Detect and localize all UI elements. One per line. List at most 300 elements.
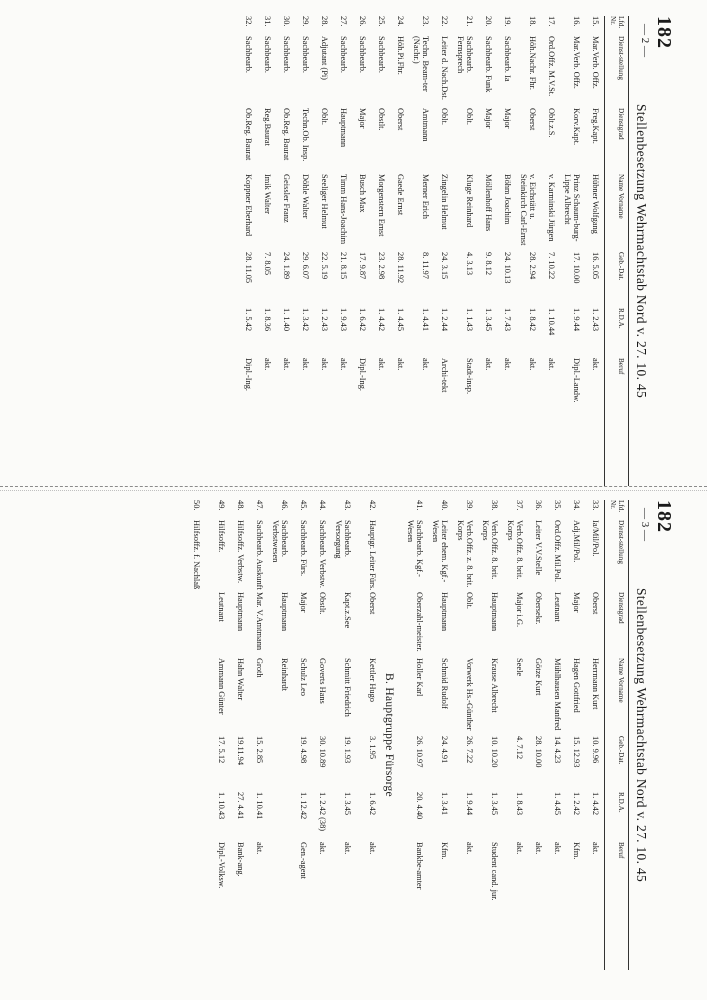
- page-title: Stellenbesetzung Wehrmachtstab Nord v. 27. 10. 45: [634, 587, 649, 883]
- table-row: [330, 16, 349, 486]
- cell-stelle: Sachbearb.: [377, 36, 386, 73]
- cell-rda: 1. 8.36: [263, 308, 272, 332]
- cell-stelle: Sachbearb. Ia: [503, 36, 512, 82]
- document-page-3: [85, 500, 675, 970]
- cell-rda: 1. 2.42: [572, 792, 581, 816]
- cell-stelle: Verb.Offz. 8. brit. Korps: [506, 520, 524, 580]
- cell-grad: Major: [299, 592, 308, 613]
- cell-name: Herrmann Kurt: [591, 658, 600, 710]
- cell-rda: 1. 3.45: [490, 792, 499, 816]
- cell-name: Seeliger Helmut: [320, 174, 329, 229]
- header-rda: R.D.A.: [617, 308, 625, 329]
- cell-nr: 42.: [368, 500, 377, 511]
- cell-rda: 1. 3.42: [301, 308, 310, 332]
- cell-beruf: akt.: [343, 842, 352, 855]
- cell-geb: 26. 7.22: [465, 736, 474, 764]
- cell-name: Prinz Schaum-burg-Lippe Albrecht: [563, 174, 581, 242]
- cell-beruf: akt.: [503, 358, 512, 371]
- cell-geb: 29. 6.07: [301, 252, 310, 280]
- cell-stelle: Techn. Beam-ter (Nachr.): [412, 36, 430, 92]
- cell-nr: 19.: [503, 16, 512, 27]
- cell-geb: 28. 10.00: [534, 736, 543, 768]
- cell-geb: 28. 11.92: [396, 252, 405, 284]
- cell-rda: 1. 10.43: [217, 792, 226, 820]
- cell-grad: Major: [358, 108, 367, 129]
- cell-stelle: Mar.Verb. Offz.: [572, 36, 581, 89]
- cell-nr: 17.: [547, 16, 556, 27]
- table-row: [513, 16, 538, 486]
- cell-nr: 36.: [534, 500, 543, 511]
- cell-beruf: akt.: [396, 358, 405, 371]
- cell-nr: 25.: [377, 16, 386, 27]
- cell-stelle: Höh.Nachr. Fhr.: [528, 36, 537, 90]
- table-row: [544, 500, 563, 970]
- cell-geb: 23. 2.98: [377, 252, 386, 280]
- cell-grad: Major: [572, 592, 581, 613]
- cell-geb: 10. 9.96: [591, 736, 600, 764]
- table-row: [311, 16, 330, 486]
- cell-name: Vorwerk Hs.-Günther: [465, 658, 474, 731]
- cell-rda: 1. 7.43: [503, 308, 512, 332]
- header-rule-bottom: [604, 16, 605, 486]
- cell-name: Koppner Eberhard: [244, 174, 253, 237]
- cell-grad: Ob.Reg. Baurat: [282, 108, 291, 161]
- cell-nr: 49.: [217, 500, 226, 511]
- cell-name: Busch Max: [358, 174, 367, 213]
- cell-rda: 1. 3.45: [484, 308, 493, 332]
- cell-beruf: Archi-tekt: [440, 358, 449, 393]
- table-row: [254, 16, 273, 486]
- cell-grad: Oblt.: [320, 108, 329, 125]
- cell-geb: 19. 1.93: [343, 736, 352, 764]
- cell-beruf: Kfm.: [572, 842, 581, 860]
- cell-geb: 10. 10.20: [490, 736, 499, 768]
- cell-geb: 30. 10.89: [318, 736, 327, 768]
- table-row: [475, 500, 500, 970]
- table-row: [557, 16, 582, 486]
- cell-grad: Oblt.: [465, 592, 474, 609]
- cell-name: Kluge Reinhard: [465, 174, 474, 228]
- cell-rda: 1. 8.42: [528, 308, 537, 332]
- page-title: Stellenbesetzung Wehrmachtstab Nord v. 27. 10. 45: [634, 103, 649, 399]
- cell-rda: 1. 10.44: [547, 308, 556, 336]
- header-stelle: Dienst-stellung: [617, 520, 625, 564]
- cell-rda: 1. 9.44: [465, 792, 474, 816]
- cell-name: Möllenhoff Hans: [484, 174, 493, 232]
- cell-grad: Korv.Kapt.: [572, 108, 581, 146]
- cell-stelle: Sachbearb.: [301, 36, 310, 73]
- cell-grad: Oberst: [368, 592, 377, 615]
- cell-name: Hahn Walter: [236, 658, 245, 701]
- cell-rda: 1. 3.45: [343, 792, 352, 816]
- cell-nr: 43.: [343, 500, 352, 511]
- cell-rda: 1. 1.40: [282, 308, 291, 332]
- table-row: [425, 500, 450, 970]
- cell-beruf: akt.: [421, 358, 430, 371]
- cell-stelle: Sachbearb.: [244, 36, 253, 73]
- cell-geb: 8. 11.97: [421, 252, 430, 279]
- cell-nr: 41.: [415, 500, 424, 511]
- cell-beruf: Kfm.: [440, 842, 449, 860]
- cell-geb: 16. 5.05: [591, 252, 600, 280]
- cell-stelle: Sachbearb.: [358, 36, 367, 73]
- cell-nr: 20.: [484, 16, 493, 27]
- cell-geb: 4. 7.12: [515, 736, 524, 760]
- cell-geb: 4. 3.13: [465, 252, 474, 276]
- cell-geb: 19. 4.98: [299, 736, 308, 764]
- cell-rda: 1. 12.42: [299, 792, 308, 820]
- cell-grad: Major i.G.: [515, 592, 524, 628]
- cell-nr: 26.: [358, 16, 367, 27]
- cell-name: Kettler Hugo: [368, 658, 377, 702]
- cell-beruf: akt.: [515, 842, 524, 855]
- cell-name: Groth: [255, 658, 264, 678]
- header-geb: Geb.-Dat.: [617, 736, 625, 765]
- cell-beruf: akt.: [484, 358, 493, 371]
- cell-name: Mühlhausen Manfred: [553, 658, 562, 731]
- cell-beruf: akt.: [465, 842, 474, 855]
- cell-name: Geissler Franz: [282, 174, 291, 223]
- cell-rda: 1. 10.41: [255, 792, 264, 820]
- cell-name: Döhle Walter: [301, 174, 310, 219]
- table-row: [406, 16, 431, 486]
- cell-nr: 16.: [572, 16, 581, 27]
- cell-grad: Ob.Reg. Baurat: [244, 108, 253, 161]
- cell-stelle: Sachbearb. Auskunft: [255, 520, 264, 590]
- cell-beruf: Dipl.-Landw.: [572, 358, 581, 403]
- cell-beruf: Dipl.-Ing.: [244, 358, 253, 392]
- table-row: [538, 16, 557, 486]
- cell-name: Schmitt Friedrich: [343, 658, 352, 717]
- cell-grad: Oberst: [528, 108, 537, 131]
- cell-rda: 1. 4.42: [591, 792, 600, 816]
- table-row: [292, 16, 311, 486]
- table-row: [328, 500, 353, 970]
- cell-geb: 24. 4.91: [440, 736, 449, 764]
- cell-rda: 1. 2.42 (38): [318, 792, 327, 832]
- cell-stelle: Leiter V.V.Stelle: [534, 520, 543, 576]
- table-row: [309, 500, 328, 970]
- cell-grad: Freg.Kapt.: [591, 108, 600, 144]
- table-row: [582, 16, 601, 486]
- cell-grad: Obersekr.: [534, 592, 543, 625]
- cell-name: Holler Karl: [415, 658, 424, 697]
- cell-grad: Hauptmann: [339, 108, 348, 148]
- cell-nr: 27.: [339, 16, 348, 27]
- cell-beruf: akt.: [318, 842, 327, 855]
- cell-grad: Oberst: [396, 108, 405, 131]
- cell-name: Götze Kurt: [534, 658, 543, 696]
- cell-geb: 7. 10.22: [547, 252, 556, 280]
- cell-beruf: akt.: [255, 842, 264, 855]
- header-nr: Lfd. Nr.: [609, 16, 625, 29]
- cell-beruf: akt.: [377, 358, 386, 371]
- table-row: [349, 16, 368, 486]
- cell-stelle: Sachbearb. Verbstwesen: [271, 520, 289, 563]
- cell-beruf: Dipl.-Ing.: [358, 358, 367, 392]
- cell-rda: 1. 6.42: [358, 308, 367, 332]
- cell-name: Böhm Joachim: [503, 174, 512, 225]
- cell-beruf: akt.: [528, 358, 537, 371]
- document-page-2: [85, 16, 675, 486]
- section-heading: B. Hauptgruppe Fürsorge: [383, 673, 395, 797]
- cell-name: Schmid Rudolf: [440, 658, 449, 709]
- cell-stelle: Hilfsoffz. Verbstw.: [236, 520, 245, 584]
- cell-nr: 29.: [301, 16, 310, 27]
- table-body: [235, 16, 601, 486]
- cell-geb: 14. 4.23: [553, 736, 562, 764]
- cell-geb: 28. 2.94: [528, 252, 537, 280]
- cell-grad: Oblt.: [440, 108, 449, 125]
- header-beruf: Beruf: [617, 358, 625, 375]
- table-row: [400, 500, 425, 970]
- cell-grad: Mar. V.Amtmann: [255, 592, 264, 651]
- cell-stelle: Sachbearb.: [263, 36, 272, 73]
- cell-geb: 26. 10.97: [415, 736, 424, 768]
- cell-nr: 22.: [440, 16, 449, 27]
- cell-beruf: akt.: [553, 842, 562, 855]
- cell-grad: Major: [484, 108, 493, 129]
- cell-grad: Obstlt.: [318, 592, 327, 615]
- cell-grad: Obstlt.: [377, 108, 386, 131]
- cell-geb: 9. 8.12: [484, 252, 493, 276]
- header-nr: Lfd. Nr.: [609, 500, 625, 513]
- table-row: [494, 16, 513, 486]
- page-subnumber: — 3 —: [639, 508, 651, 541]
- header-rule-top: [628, 500, 629, 970]
- cell-rda: 1. 2.43: [320, 308, 329, 332]
- cell-geb: 17. 9.87: [358, 252, 367, 280]
- cell-name: Reinhardt: [280, 658, 289, 692]
- cell-name: Timm Hans-Joachim: [339, 174, 348, 245]
- cell-stelle: Ord.Offz. Mil.Pol.: [553, 520, 562, 582]
- cell-rda: 1. 1.43: [465, 308, 474, 332]
- cell-geb: 7. 8.05: [263, 252, 272, 276]
- page-number: 182: [653, 500, 675, 533]
- cell-stelle: Hilfsoffz.: [217, 520, 226, 553]
- cell-nr: 33.: [591, 500, 600, 511]
- cell-grad: Techn.Ob. Insp.: [301, 108, 310, 162]
- cell-grad: Major: [503, 108, 512, 129]
- cell-grad: Leutnant: [553, 592, 562, 622]
- table-row: [582, 500, 601, 970]
- cell-nr: 35.: [553, 500, 562, 511]
- cell-rda: 1. 9.43: [339, 308, 348, 332]
- page-subnumber: — 2 —: [639, 24, 651, 57]
- cell-name: Ammann Günter: [217, 658, 226, 715]
- cell-geb: 15. 12.93: [572, 736, 581, 768]
- cell-rda: 1. 8.43: [515, 792, 524, 816]
- cell-rda: 1. 2.44: [440, 308, 449, 332]
- cell-geb: 24. 3.15: [440, 252, 449, 280]
- cell-beruf: akt.: [591, 842, 600, 855]
- cell-stelle: Sachbearb. Kgf.-Wesen: [406, 520, 424, 577]
- cell-beruf: Bank-ang.: [236, 842, 245, 877]
- cell-name: Zingelin Helmut: [440, 174, 449, 230]
- cell-name: v. Eichstätt u. Steinkirch Carl-Ernst: [519, 174, 537, 246]
- cell-nr: 34.: [572, 500, 581, 511]
- cell-geb: 24. 1.89: [282, 252, 291, 280]
- cell-rda: 20. 4.40: [415, 792, 424, 820]
- cell-beruf: akt.: [301, 358, 310, 371]
- cell-stelle: Adj.Mil/Pol.: [572, 520, 581, 563]
- cell-geb: 17. 10.00: [572, 252, 581, 284]
- cell-stelle: Verb.Offz. z. 8. brit. Korps: [456, 520, 474, 588]
- header-name: Name Vorname: [617, 658, 625, 703]
- cell-name: v. Karminski Jürgen: [547, 174, 556, 242]
- cell-grad: Hauptmann: [236, 592, 245, 632]
- table-row: [431, 16, 450, 486]
- cell-beruf: akt.: [263, 358, 272, 371]
- header-grad: Dienstgrad: [617, 592, 625, 624]
- cell-name: Hübner Wolfgang: [591, 174, 600, 234]
- cell-rda: 1. 3.41: [440, 792, 449, 816]
- table-row: [290, 500, 309, 970]
- header-name: Name Vorname: [617, 174, 625, 219]
- cell-nr: 18.: [528, 16, 537, 27]
- cell-beruf: akt.: [591, 358, 600, 371]
- cell-stelle: Sachbearb. Versorgung: [334, 520, 352, 559]
- cell-nr: 39.: [465, 500, 474, 511]
- table-row: [387, 16, 406, 486]
- cell-nr: 32.: [244, 16, 253, 27]
- table-body: [177, 500, 601, 970]
- cell-stelle: Verb.Offz. 8. brit. Korps: [481, 520, 499, 580]
- cell-beruf: Student cand. jur.: [490, 842, 499, 901]
- cell-stelle: Sachbearb. Verbstw.: [318, 520, 327, 588]
- cell-nr: 30.: [282, 16, 291, 27]
- cell-grad: Oberzahl-meister.: [415, 592, 424, 652]
- table-row: [227, 500, 246, 970]
- cell-beruf: akt.: [368, 842, 377, 855]
- cell-beruf: Gen.-agent: [299, 842, 308, 879]
- cell-stelle: Ia/Mil/Pol.: [591, 520, 600, 557]
- header-geb: Geb.-Dat.: [617, 252, 625, 281]
- cell-stelle: Adjutant (Pi): [320, 36, 329, 80]
- table-row: [246, 500, 265, 970]
- cell-beruf: Bankbe-amter: [415, 842, 424, 890]
- table-row: [450, 500, 475, 970]
- cell-name: Krause Albrecht: [490, 658, 499, 713]
- cell-grad: Leutnant: [217, 592, 226, 622]
- cell-stelle: Sachbearb.: [339, 36, 348, 73]
- fold-line: [0, 486, 707, 487]
- cell-nr: 37.: [515, 500, 524, 511]
- header-grad: Dienstgrad: [617, 108, 625, 140]
- cell-grad: Oblt.: [465, 108, 474, 125]
- cell-rda: 1. 4.45: [553, 792, 562, 816]
- header-rule-bottom: [604, 500, 605, 970]
- cell-name: Merner Erich: [421, 174, 430, 219]
- cell-stelle: Hilfsoffz. f. Nachlaß: [192, 520, 201, 590]
- cell-rda: 1. 4.45: [396, 308, 405, 332]
- cell-geb: 19.11.94: [236, 736, 245, 766]
- cell-grad: Oberst: [591, 592, 600, 615]
- cell-nr: 40.: [440, 500, 449, 511]
- cell-geb: 21. 8.15: [339, 252, 348, 280]
- cell-nr: 46.: [280, 500, 289, 511]
- cell-rda: 1. 9.44: [572, 308, 581, 332]
- cell-beruf: akt.: [534, 842, 543, 855]
- cell-stelle: Ord.Offz. M.V.St.: [547, 36, 556, 97]
- page-number: 182: [653, 16, 675, 49]
- cell-stelle: Leiter d. Nach.Dst.: [440, 36, 449, 100]
- header-rule-top: [628, 16, 629, 486]
- cell-rda: 1. 6.42: [368, 792, 377, 816]
- cell-nr: 48.: [236, 500, 245, 511]
- cell-nr: 31.: [263, 16, 272, 27]
- table-row: [235, 16, 254, 486]
- table-row: [273, 16, 292, 486]
- table-row: [202, 500, 227, 970]
- cell-name: Imik Walter: [263, 174, 272, 214]
- cell-grad: Kapt.z.See: [343, 592, 352, 629]
- cell-name: Morgenstern Ernst: [377, 174, 386, 237]
- cell-stelle: Sachbearb.: [282, 36, 291, 73]
- cell-beruf: akt.: [339, 358, 348, 371]
- cell-nr: 50.: [192, 500, 201, 511]
- table-row: [475, 16, 494, 486]
- cell-nr: 44.: [318, 500, 327, 511]
- header-stelle: Dienst-stellung: [617, 36, 625, 80]
- cell-rda: 1. 4.41: [421, 308, 430, 332]
- cell-beruf: Dipl.-Volksw.: [217, 842, 226, 889]
- cell-rda: 1. 5.42: [244, 308, 253, 332]
- cell-stelle: Mar.Verb. Offz.: [591, 36, 600, 89]
- cell-nr: 28.: [320, 16, 329, 27]
- cell-grad: Hauptmann: [280, 592, 289, 632]
- fold-line-shadow: [0, 490, 707, 491]
- cell-grad: Hauptmann: [440, 592, 449, 632]
- cell-name: Hagen Gottfried: [572, 658, 581, 713]
- cell-nr: 47.: [255, 500, 264, 511]
- table-row: [177, 500, 202, 970]
- table-row: [500, 500, 525, 970]
- cell-grad: Amtmann: [421, 108, 430, 142]
- cell-stelle: Leiter ehem. Kgf.-Wesen: [431, 520, 449, 583]
- cell-name: Gaede Ernst: [396, 174, 405, 216]
- table-row: [353, 500, 378, 970]
- cell-grad: Hauptmann: [490, 592, 499, 632]
- cell-name: Seele: [515, 658, 524, 677]
- cell-nr: 21.: [465, 16, 474, 27]
- cell-grad: Oblt.z.S.: [547, 108, 556, 138]
- header-rda: R.D.A.: [617, 792, 625, 813]
- cell-beruf: akt.: [547, 358, 556, 371]
- cell-geb: 24. 10.13: [503, 252, 512, 284]
- cell-grad: Reg.Baurat: [263, 108, 272, 146]
- header-beruf: Beruf: [617, 842, 625, 859]
- cell-rda: 1. 4.42: [377, 308, 386, 332]
- cell-geb: 3. 1.95: [368, 736, 377, 760]
- cell-rda: 1. 2.43: [591, 308, 600, 332]
- cell-stelle: Sachbearb. Fürs.: [299, 520, 308, 577]
- cell-beruf: Stadt-insp.: [465, 358, 474, 395]
- cell-stelle: Sachbearb. Fernsprech: [456, 36, 474, 74]
- cell-geb: 22. 5.19: [320, 252, 329, 280]
- cell-nr: 23.: [421, 16, 430, 27]
- table-row: [450, 16, 475, 486]
- cell-stelle: Hauptgr. Leiter Fürs.: [368, 520, 377, 591]
- cell-nr: 24.: [396, 16, 405, 27]
- cell-geb: 17. 5.12: [217, 736, 226, 764]
- cell-name: Schulz Leo: [299, 658, 308, 696]
- cell-geb: 28. 11.05: [244, 252, 253, 284]
- table-row: [525, 500, 544, 970]
- cell-nr: 45.: [299, 500, 308, 511]
- cell-beruf: akt.: [282, 358, 291, 371]
- cell-rda: 27. 4.41: [236, 792, 245, 820]
